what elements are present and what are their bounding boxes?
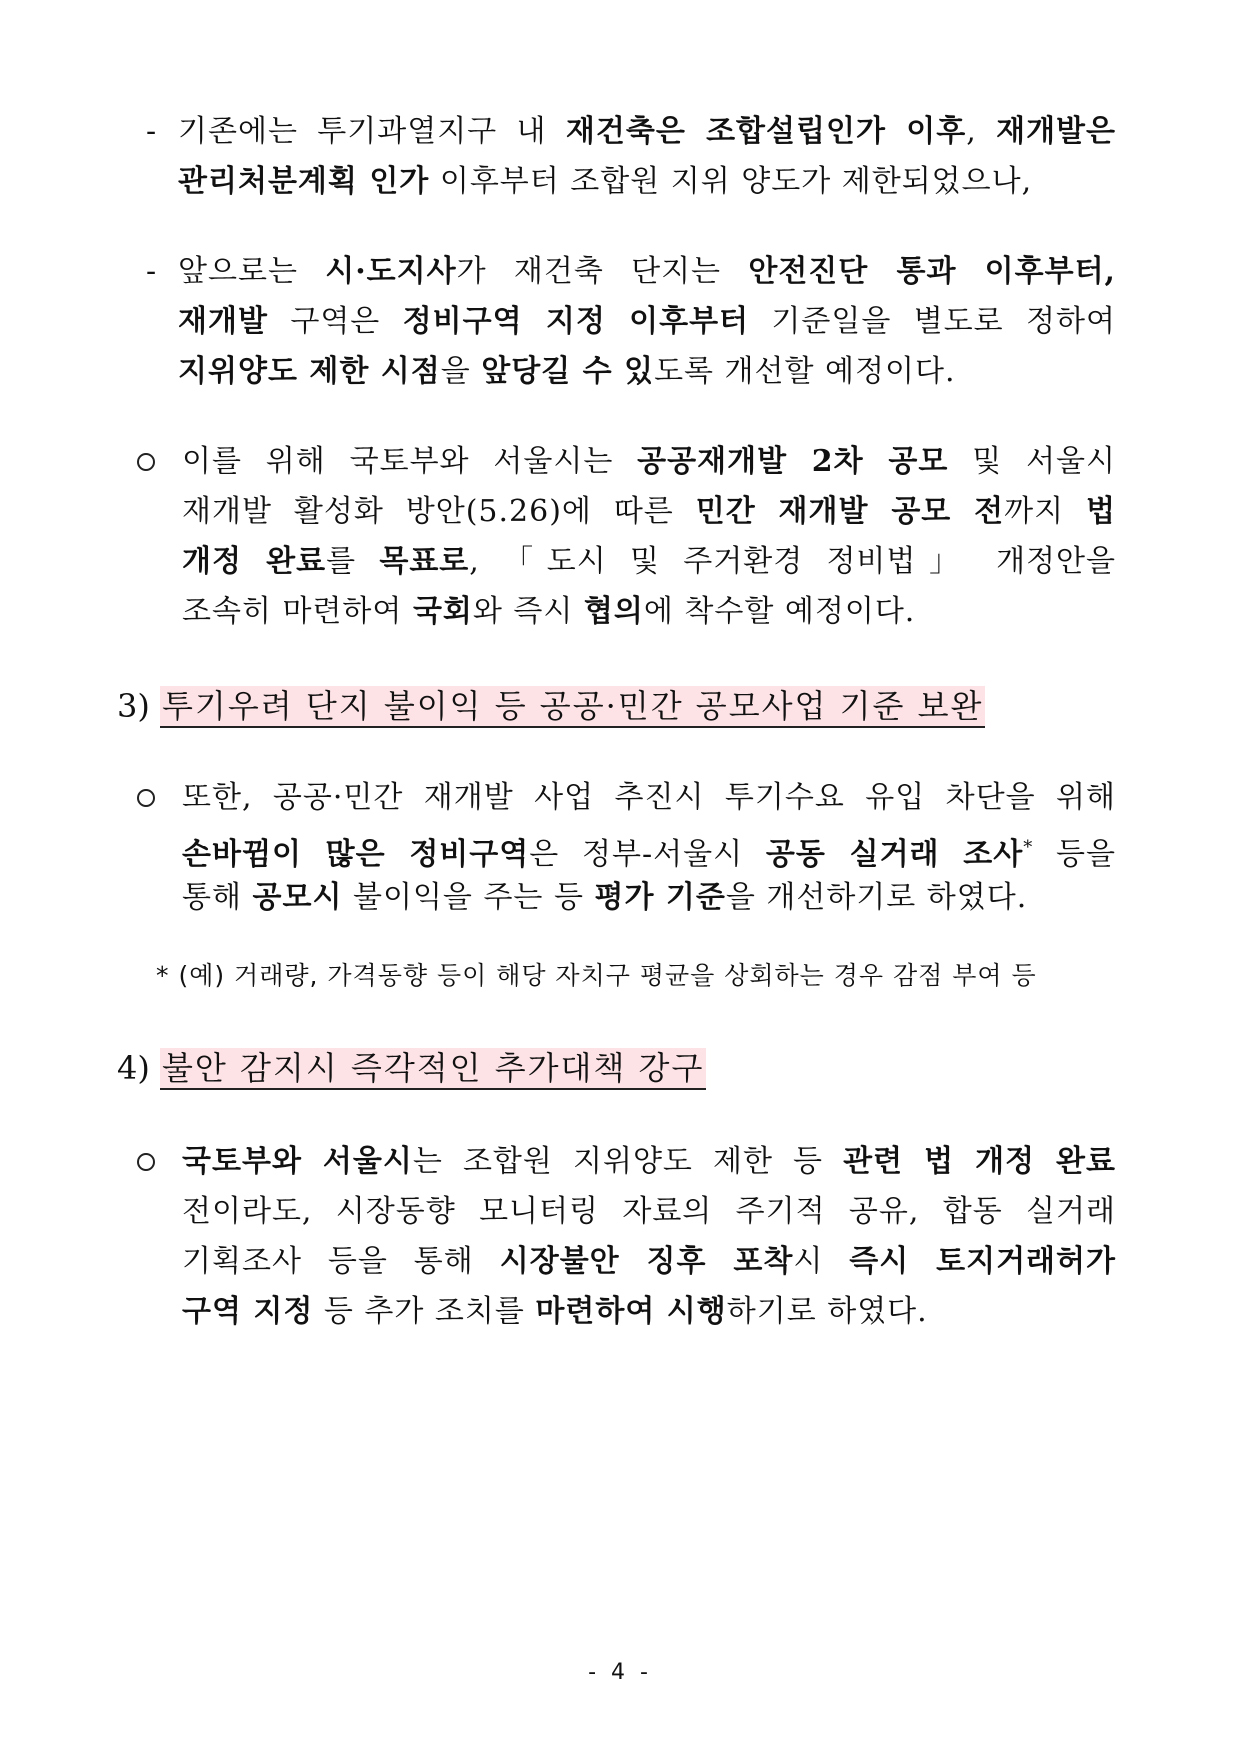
paragraph-line: 이를 위해 국토부와 서울시는 공공재개발 2차 공모 및 서울시 [182,444,1117,479]
section-number: 4) [117,1049,150,1087]
circle-bullet-icon [137,789,155,807]
paragraph-line: 조속히 마련하여 국회와 즉시 협의에 착수할 예정이다. [182,594,916,629]
paragraph-line: 기획조사 등을 통해 시장불안 징후 포착시 즉시 토지거래허가 [182,1244,1116,1279]
paragraph-line: 국토부와 서울시는 조합원 지위양도 제한 등 관련 법 개정 완료 [182,1144,1116,1179]
page-number: - 4 - [588,1660,652,1685]
paragraph-line: 재개발 활성화 방안(5.26)에 따른 민간 재개발 공모 전까지 법 [182,494,1116,529]
paragraph-line: 앞으로는 시·도지사가 재건축 단지는 안전진단 통과 이후부터, [178,254,1116,289]
paragraph-line: 손바뀜이 많은 정비구역은 정부-서울시 공동 실거래 조사* 등을 [182,837,1116,872]
paragraph-line: 기존에는 투기과열지구 내 재건축은 조합설립인가 이후, 재개발은 [178,114,1117,149]
circle-bullet-icon [137,453,155,471]
footnote-marker: * [1023,837,1034,858]
paragraph-line: 개정 완료를 목표로, 「도시 및 주거환경 정비법」 개정안을 [182,544,1116,579]
dash-marker: - [146,254,157,289]
circle-bullet-icon [137,1153,155,1171]
paragraph-line: 구역 지정 등 추가 조치를 마련하여 시행하기로 하였다. [182,1294,928,1329]
dash-marker: - [146,114,157,149]
paragraph-line: 관리처분계획 인가 이후부터 조합원 지위 양도가 제한되었으나, [178,164,1033,199]
paragraph-line: 또한, 공공·민간 재개발 사업 추진시 투기수요 유입 차단을 위해 [182,780,1116,815]
paragraph-line: 지위양도 제한 시점을 앞당길 수 있도록 개선할 예정이다. [178,354,956,389]
section-title: 불안 감지시 즉각적인 추가대책 강구 [160,1048,706,1090]
footnote: * (예) 거래량, 가격동향 등이 해당 자치구 평균을 상회하는 경우 감점 부여 등 [156,961,1037,990]
section-title: 투기우려 단지 불이익 등 공공·민간 공모사업 기준 보완 [160,686,985,728]
paragraph-line: 통해 공모시 불이익을 주는 등 평가 기준을 개선하기로 하였다. [182,880,1028,915]
section-number: 3) [117,687,150,725]
paragraph-line: 전이라도, 시장동향 모니터링 자료의 주기적 공유, 합동 실거래 [182,1194,1116,1229]
paragraph-line: 재개발 구역은 정비구역 지정 이후부터 기준일을 별도로 정하여 [178,304,1116,339]
